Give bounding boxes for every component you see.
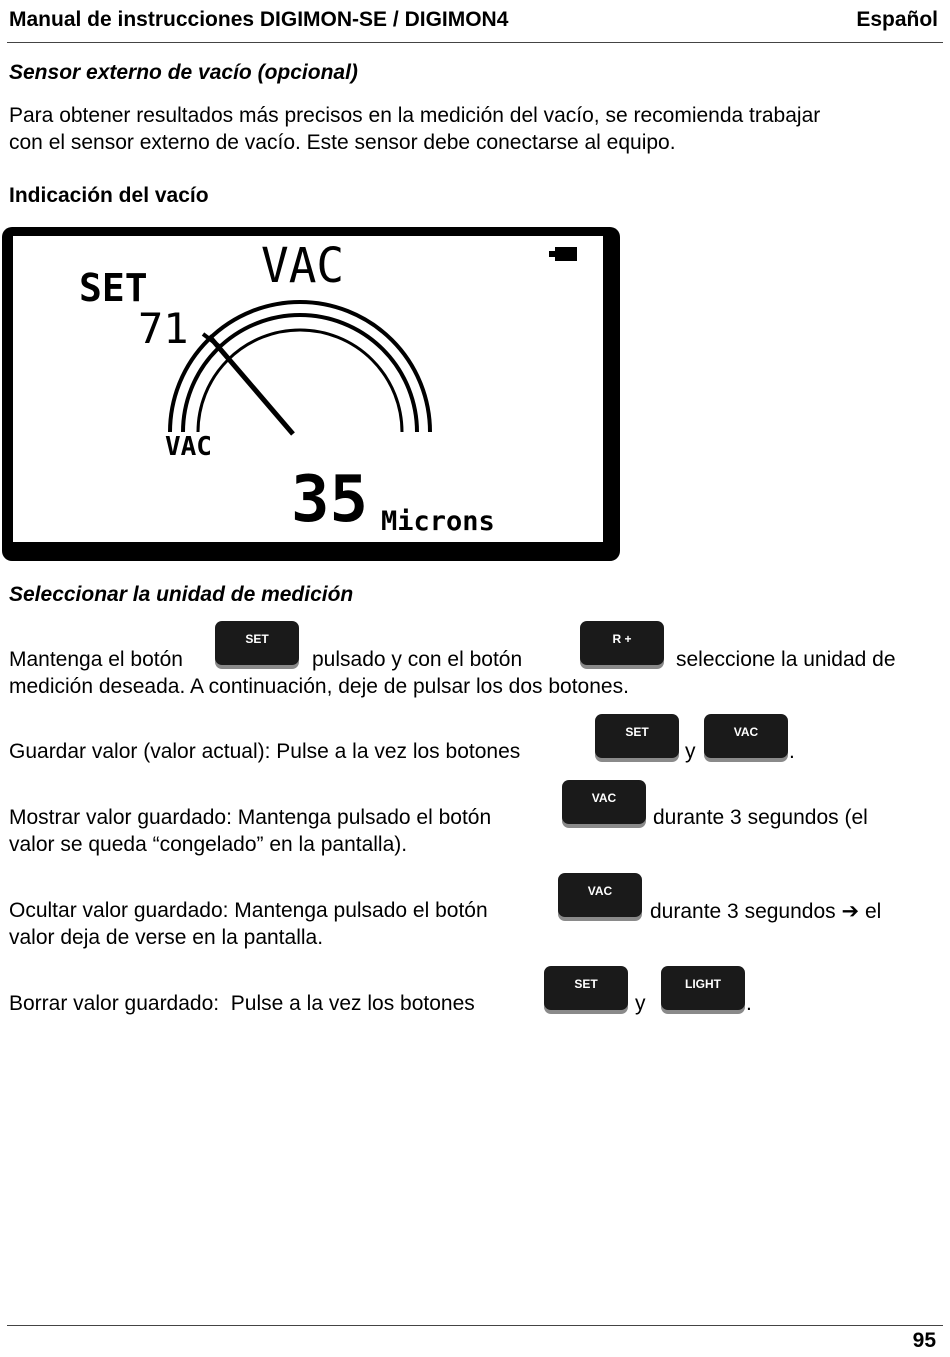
footer-divider	[7, 1325, 943, 1326]
unit-text-line2: medición deseada. A continuación, deje de pulsar los dos botones.	[9, 675, 629, 698]
show-line2: valor se queda “congelado” en la pantalla).	[9, 833, 408, 856]
display-heading: Indicación del vacío	[9, 184, 209, 207]
gauge-outer-arc	[170, 302, 430, 432]
sensor-paragraph	[9, 102, 939, 156]
lcd-set-value: 71	[138, 304, 189, 353]
delete-end: .	[746, 992, 752, 1015]
delete-text: Borrar valor guardado: Pulse a la vez los botones	[9, 992, 475, 1015]
delete-light-button[interactable]: LIGHT	[661, 966, 745, 1010]
sensor-heading: Sensor externo de vacío (opcional)	[9, 61, 358, 84]
show-text: Mostrar valor guardado: Mantenga pulsado el botón	[9, 806, 492, 829]
lcd-gauge-label: VAC	[165, 432, 212, 462]
battery-icon	[549, 247, 577, 261]
header-divider	[7, 42, 943, 43]
save-vac-button[interactable]: VAC	[704, 714, 788, 758]
hide-line2: valor deja de verse en la pantalla.	[9, 926, 324, 949]
hide-after-text: durante 3 segundos	[650, 900, 836, 923]
r-plus-button[interactable]: R +	[580, 621, 664, 665]
unit-text-c: seleccione la unidad de	[676, 648, 896, 671]
lcd-set-label: SET	[79, 266, 148, 310]
hide-vac-button[interactable]: VAC	[558, 873, 642, 917]
document-title: Manual de instrucciones DIGIMON-SE / DIGIMON4	[9, 8, 509, 31]
save-end: .	[789, 740, 795, 763]
sensor-line-1: Para obtener resultados más precisos en la medición del vacío, se recomienda trabajar	[9, 104, 821, 127]
lcd-reading-value: 35	[291, 463, 369, 537]
show-after: durante 3 segundos (el	[653, 806, 868, 829]
lcd-screen	[2, 227, 620, 561]
save-text: Guardar valor (valor actual): Pulse a la vez los botones	[9, 740, 521, 763]
unit-heading: Seleccionar la unidad de medición	[9, 583, 354, 606]
language-label: Español	[856, 8, 938, 31]
show-vac-button[interactable]: VAC	[562, 780, 646, 824]
page-number: 95	[912, 1329, 936, 1352]
sensor-line-2: con el sensor externo de vacío. Este sensor debe conectarse al equipo.	[9, 131, 676, 154]
delete-set-button[interactable]: SET	[544, 966, 628, 1010]
save-and: y	[685, 740, 696, 763]
hide-text: Ocultar valor guardado: Mantenga pulsado el botón	[9, 899, 488, 922]
lcd-reading-unit: Microns	[381, 506, 495, 537]
lcd-display-area	[13, 236, 603, 542]
hide-after	[650, 899, 881, 924]
lcd-mode-label: VAC	[261, 236, 345, 294]
unit-text-a: Mantenga el botón	[9, 648, 183, 671]
gauge-inner-arc	[198, 330, 402, 432]
unit-text-b: pulsado y con el botón	[312, 648, 523, 671]
delete-and: y	[635, 992, 646, 1015]
save-set-button[interactable]: SET	[595, 714, 679, 758]
set-button[interactable]: SET	[215, 621, 299, 665]
hide-after-tail: el	[864, 900, 882, 923]
gauge-needle	[209, 336, 293, 434]
arrow-right-icon: ➔	[841, 899, 860, 923]
